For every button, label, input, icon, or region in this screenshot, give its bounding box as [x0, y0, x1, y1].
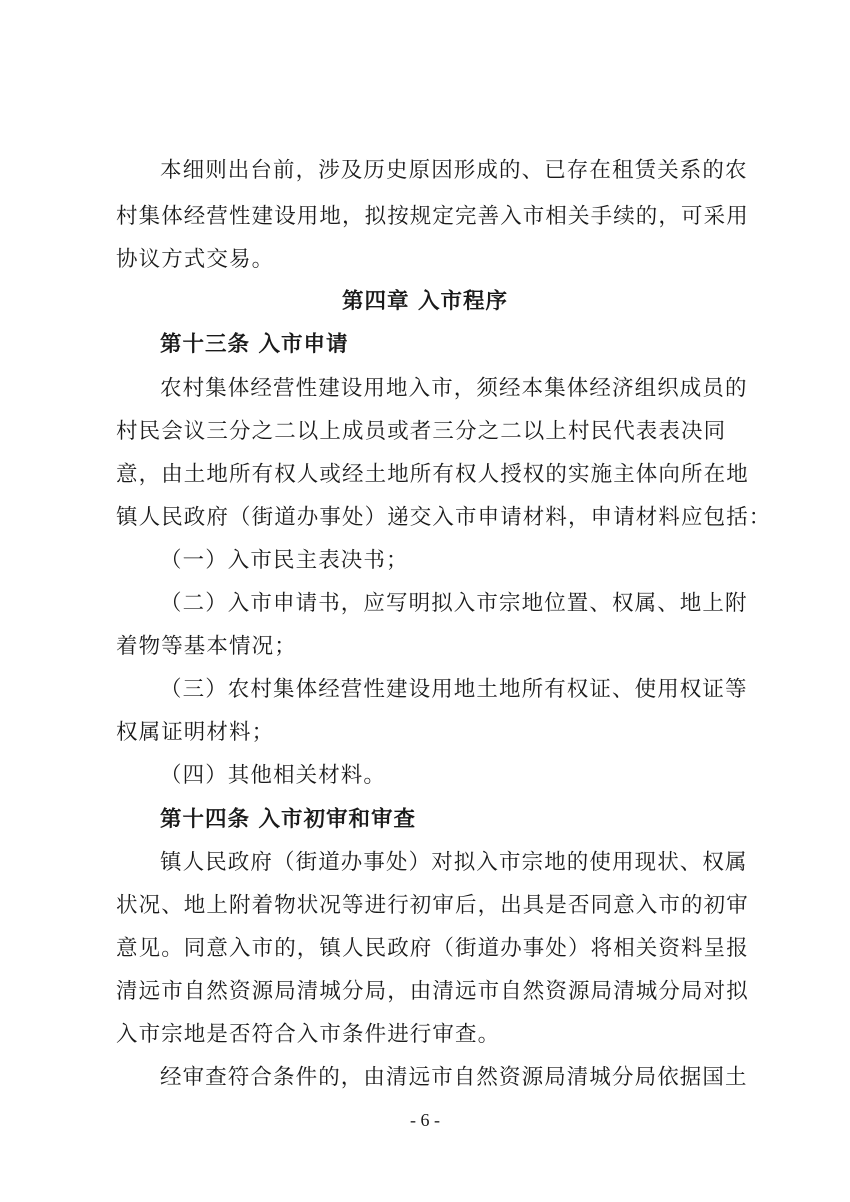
paragraph-line: 本细则出台前，涉及历史原因形成的、已存在租赁关系的农 [160, 158, 748, 183]
paragraph-line: 农村集体经营性建设用地入市，须经本集体经济组织成员的 [160, 376, 748, 401]
paragraph-line: 村民会议三分之二以上成员或者三分之二以上村民代表表决同 [116, 419, 727, 444]
paragraph-line: 状况、地上附着物状况等进行初审后，出具是否同意入市的初审 [116, 893, 749, 918]
list-item-continuation: 权属证明材料； [116, 720, 275, 745]
list-item-continuation: 着物等基本情况； [116, 634, 297, 659]
list-item: （二）入市申请书，应写明拟入市宗地位置、权属、地上附 [160, 591, 748, 616]
paragraph-line: 镇人民政府（街道办事处）递交入市申请材料，申请材料应包括： [116, 505, 772, 530]
paragraph-line: 意见。同意入市的，镇人民政府（街道办事处）将相关资料呈报 [116, 936, 749, 961]
list-item: （一）入市民主表决书； [160, 548, 409, 573]
paragraph-line: 入市宗地是否符合入市条件进行审查。 [116, 1022, 501, 1047]
chapter-title: 第四章 入市程序 [342, 289, 508, 314]
paragraph-line: 意，由土地所有权人或经土地所有权人授权的实施主体向所在地 [116, 462, 749, 487]
paragraph-line: 经审查符合条件的，由清远市自然资源局清城分局依据国土 [160, 1065, 748, 1090]
paragraph-line: 镇人民政府（街道办事处）对拟入市宗地的使用现状、权属 [160, 850, 748, 875]
article-13-title: 第十三条 入市申请 [160, 332, 349, 357]
article-14-title: 第十四条 入市初审和审查 [160, 807, 416, 832]
paragraph-line: 清远市自然资源局清城分局，由清远市自然资源局清城分局对拟 [116, 979, 749, 1004]
paragraph-line: 村集体经营性建设用地，拟按规定完善入市相关手续的，可采用 [116, 204, 749, 229]
list-item: （三）农村集体经营性建设用地土地所有权证、使用权证等 [160, 677, 748, 702]
page-number: - 6 - [410, 1110, 440, 1130]
list-item: （四）其他相关材料。 [160, 763, 387, 788]
paragraph-line: 协议方式交易。 [116, 247, 275, 272]
